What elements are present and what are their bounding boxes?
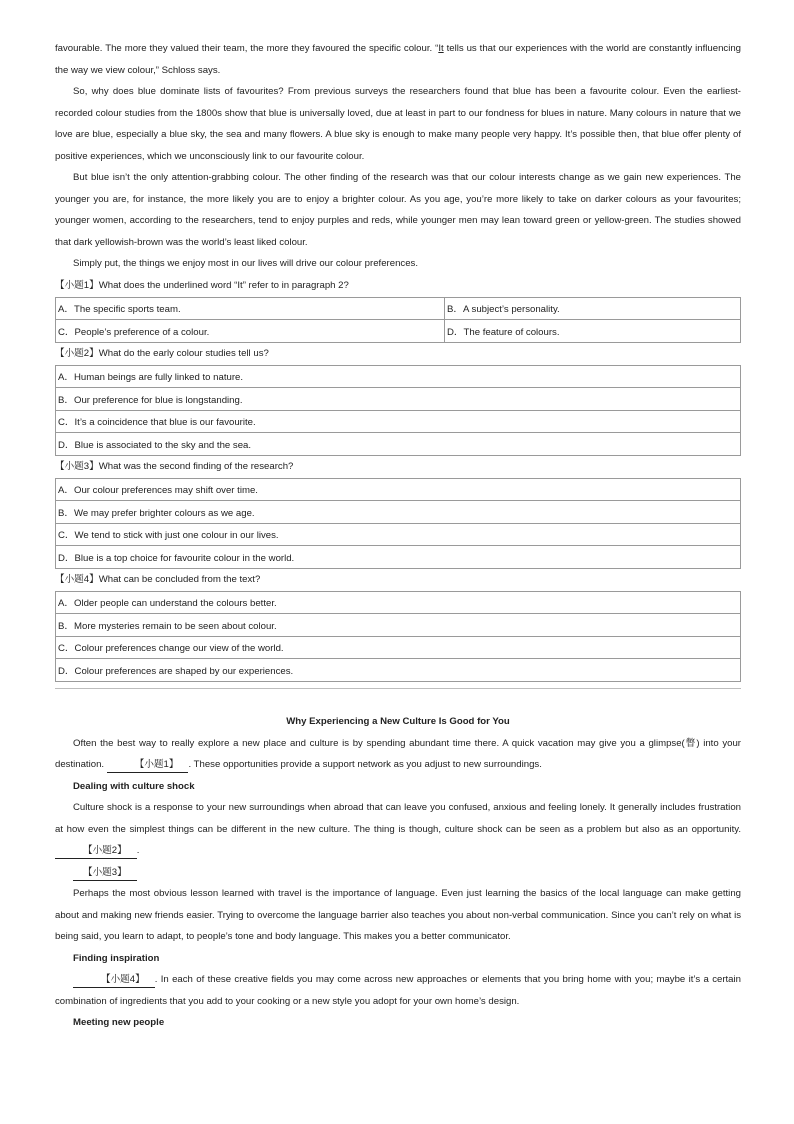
q2-option-b[interactable]: B．Our preference for blue is longstanding. [56,388,741,411]
document-page [55,38,741,1034]
passage-2-paragraph-2 [55,797,741,862]
blank-2[interactable]: 【小题2】 [55,844,137,859]
question-4-options [55,591,741,682]
q1-option-d[interactable]: D．The feature of colours. [445,320,741,343]
p2-1-text-a: Often the best way to really explore a new place and culture is by spending abundant time there. A quick vacation may give you a glimpse(瞥) into your destination. [55,737,741,770]
passage-2-paragraph-1 [55,733,741,776]
q4-option-b[interactable]: B．More mysteries remain to be seen about colour. [56,614,741,637]
p2-4-text: . In each of these creative fields you may come across new approaches or elements that you bring home with you; maybe it’s a certain combination of ingredients that you add to your cooking or a new style you adopt for your own home’s design. [55,974,741,1007]
question-4-stem: 【小题4】What can be concluded from the text? [55,573,261,585]
q2-option-a[interactable]: A．Human beings are fully linked to nature. [56,365,741,388]
q3-option-c[interactable]: C．We tend to stick with just one colour in our lives. [56,523,741,546]
blank-1[interactable]: 【小题1】 [107,758,189,773]
underlined-it: It [438,43,444,54]
question-1-stem: 【小题1】What does the underlined word “It” refer to in paragraph 2? [55,279,349,291]
p1-text-a: favourable. The more they valued their team, the more they favoured the specific colour. “ [55,43,439,54]
p2-2-text-b: . [136,845,140,856]
subheading-finding-inspiration: Finding inspiration [73,952,160,964]
q1-option-a[interactable]: A．The specific sports team. [56,297,445,320]
q4-option-a[interactable]: A．Older people can understand the colours better. [56,591,741,614]
q3-option-d[interactable]: D．Blue is a top choice for favourite colour in the world. [56,546,741,569]
q3-option-a[interactable]: A．Our colour preferences may shift over time. [56,478,741,501]
subheading-meeting-new-people: Meeting new people [73,1017,165,1028]
q4-option-d[interactable]: D．Colour preferences are shaped by our experiences. [56,659,741,682]
passage-2-paragraph-3: Perhaps the most obvious lesson learned with travel is the importance of language. Even just learning the basics of the local language can make getting about and making new friends easier. Trying to overcome the language barrier also teaches you about non-verbal communication. Since you can’t rely on what is being said, you learn to adapt, to people’s tone and body language. This makes you a better communicator. [55,888,741,942]
passage-2-title: Why Experiencing a New Culture Is Good for You [286,715,510,727]
blank-3[interactable]: 【小题3】 [73,866,137,881]
p1-text-b: tells us that our experiences with the world are constantly influencing the way we view colour,” Schloss says. [55,43,741,76]
question-2-options [55,365,741,456]
q2-option-c[interactable]: C．It’s a coincidence that blue is our favourite. [56,410,741,433]
p2-2-text-a: Culture shock is a response to your new surroundings when abroad that can leave you confused, anxious and feeling lonely. It generally includes frustration at how even the simplest things can be different in the new culture. The thing is though, culture shock can be seen as a problem but also as an opportunity. [55,802,741,835]
q1-option-c[interactable]: C．People’s preference of a colour. [56,320,445,343]
q2-option-d[interactable]: D．Blue is associated to the sky and the sea. [56,433,741,456]
paragraph-4: Simply put, the things we enjoy most in our lives will drive our colour preferences. [73,258,418,269]
q1-option-b[interactable]: B．A subject’s personality. [445,297,741,320]
question-3-options [55,478,741,569]
question-1-options [55,297,741,343]
paragraph-2: So, why does blue dominate lists of favourites? From previous surveys the researchers found that blue has been a favourite colour. Even the earliest-recorded colour studies from the 1800s show that blue is universally loved, due at least in part to our fondness for blues in nature. Many colours in nature that we love are blue, especially a blue sky, the sea and many flowers. A blue sky is enough to make many people very happy. It’s possible then, that blue offer plenty of positive experiences, which we unconsciously link to our favourite colour. [55,86,741,162]
paragraph-1 [55,38,741,81]
subheading-culture-shock: Dealing with culture shock [73,780,195,792]
section-divider [55,688,741,689]
passage-2-paragraph-4 [55,969,741,1012]
blank-3-line [55,862,741,884]
question-2-stem: 【小题2】What do the early colour studies tell us? [55,347,269,359]
paragraph-3: But blue isn’t the only attention-grabbing colour. The other finding of the research was that our colour interests change as we gain new experiences. The younger you are, for instance, the more likely you are to enjoy a brighter colour. As you age, you’re more likely to take on darker colours as your favourites; younger women, according to the researchers, tend to enjoy purples and reds, while younger men may lean toward green or yellow-green. The studies showed that dark yellowish-brown was the world’s least liked colour. [55,172,741,248]
q3-option-b[interactable]: B．We may prefer brighter colours as we age. [56,501,741,524]
blank-4[interactable]: 【小题4】 [73,973,155,988]
q4-option-c[interactable]: C．Colour preferences change our view of the world. [56,636,741,659]
p2-1-text-b: . These opportunities provide a support network as you adjust to new surroundings. [188,759,542,770]
question-3-stem: 【小题3】What was the second finding of the research? [55,460,294,472]
